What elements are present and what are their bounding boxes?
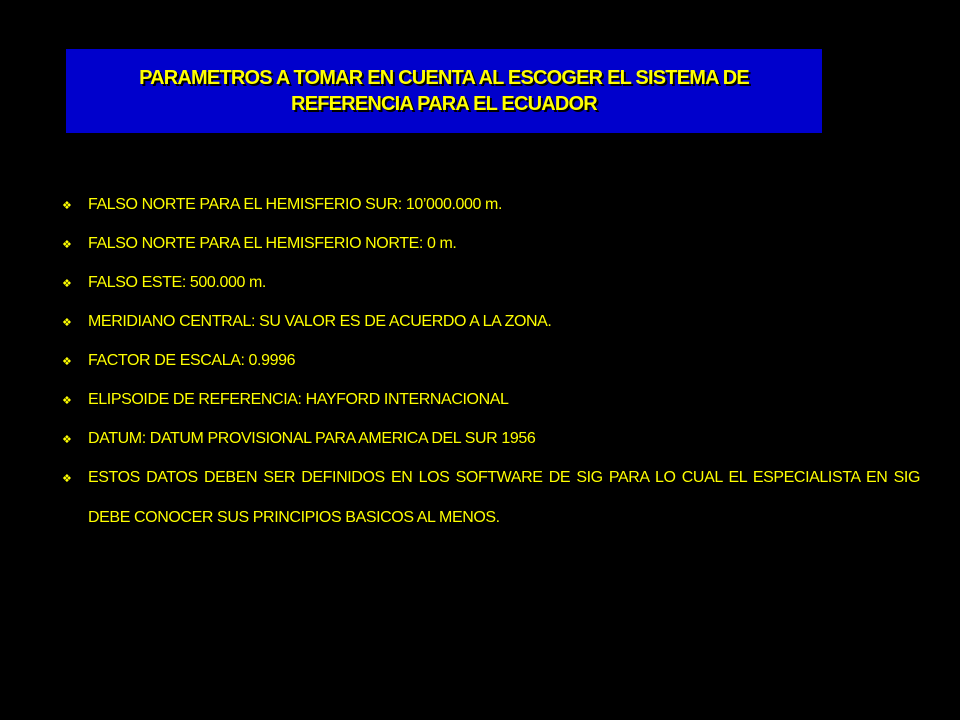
- diamond-bullet-icon: ❖: [62, 433, 72, 446]
- diamond-bullet-icon: ❖: [62, 238, 72, 251]
- title-line-2: REFERENCIA PARA EL ECUADOR: [291, 93, 597, 115]
- list-item: [62, 383, 920, 417]
- bullet-text: FALSO NORTE PARA EL HEMISFERIO NORTE: 0 m.: [88, 235, 457, 252]
- diamond-bullet-icon: ❖: [62, 199, 72, 212]
- bullet-list: [62, 188, 920, 543]
- list-item: [62, 305, 920, 339]
- bullet-text: FALSO NORTE PARA EL HEMISFERIO SUR: 10’000.000 m.: [88, 196, 503, 213]
- bullet-text: ESTOS DATOS DEBEN SER DEFINIDOS EN LOS SOFTWARE DE SIG PARA LO CUAL EL ESPECIALISTA EN SIG DEBE CONOCER SUS PRINCIPIOS BASICOS AL MENOS.: [88, 469, 920, 526]
- title-line-1: PARAMETROS A TOMAR EN CUENTA AL ESCOGER EL SISTEMA DE: [139, 67, 749, 89]
- bullet-text: DATUM: DATUM PROVISIONAL PARA AMERICA DEL SUR 1956: [88, 430, 536, 447]
- diamond-bullet-icon: ❖: [62, 355, 72, 368]
- diamond-bullet-icon: ❖: [62, 394, 72, 407]
- bullet-text: FACTOR DE ESCALA: 0.9996: [88, 352, 296, 369]
- list-item: [62, 422, 920, 456]
- bullet-text: MERIDIANO CENTRAL: SU VALOR ES DE ACUERDO A LA ZONA.: [88, 313, 552, 330]
- title-banner: [66, 49, 822, 133]
- diamond-bullet-icon: ❖: [62, 316, 72, 329]
- list-item: [62, 266, 920, 300]
- diamond-bullet-icon: ❖: [62, 472, 72, 485]
- bullet-text: FALSO ESTE: 500.000 m.: [88, 274, 266, 291]
- list-item: [62, 227, 920, 261]
- list-item: [62, 461, 920, 538]
- diamond-bullet-icon: ❖: [62, 277, 72, 290]
- list-item: [62, 344, 920, 378]
- bullet-text: ELIPSOIDE DE REFERENCIA: HAYFORD INTERNACIONAL: [88, 391, 509, 408]
- list-item: [62, 188, 920, 222]
